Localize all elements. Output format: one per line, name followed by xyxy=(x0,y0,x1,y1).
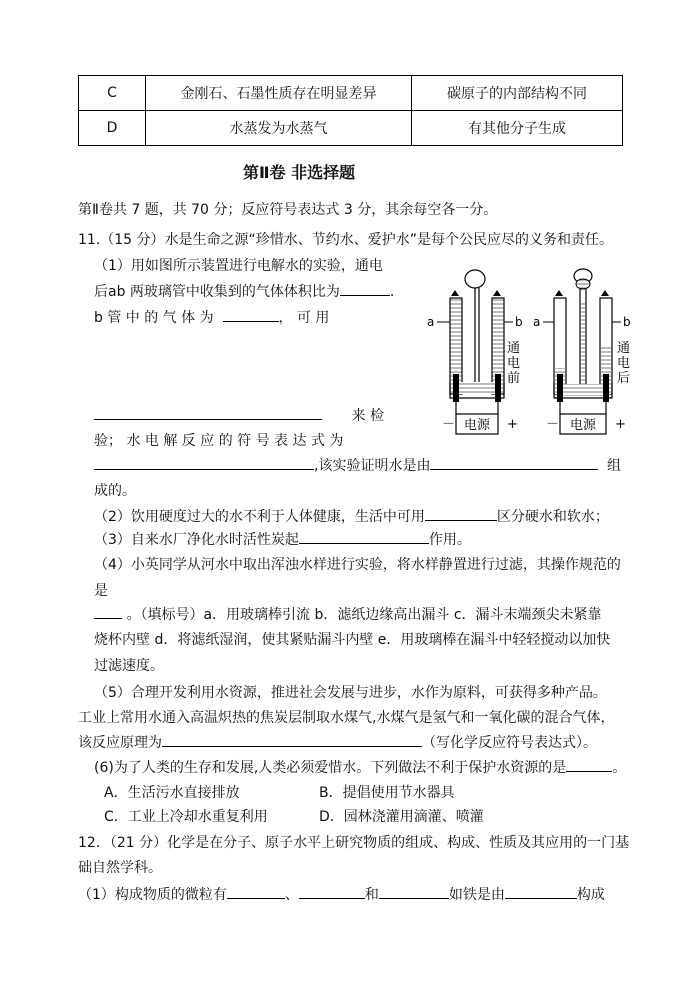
power-label: 电源 xyxy=(569,418,597,433)
q11-p5-line3: 该反应原理为 （写化学反应符号表达式）。 xyxy=(78,732,597,752)
answer-blank[interactable] xyxy=(430,455,598,470)
state-char: 后 xyxy=(617,371,631,386)
plus-sign: + xyxy=(507,417,518,432)
section-title: 第Ⅱ卷 非选择题 xyxy=(243,163,356,182)
power-label: 电源 xyxy=(463,418,491,433)
options-table xyxy=(78,75,623,146)
q11-option-a: A．生活污水直接排放 xyxy=(104,785,240,801)
plus-sign: + xyxy=(615,417,626,432)
stopcock-a xyxy=(555,290,563,296)
q12-line1: 12．（21 分）化学是在分子、原子水平上研究物质的组成、构成、性质及其应用的一门基 xyxy=(78,835,630,851)
answer-blank[interactable] xyxy=(425,506,497,521)
q11-p1-line6: ,该实验证明水是由 组 xyxy=(94,455,621,475)
explanation-cell: 碳原子的内部结构不同 xyxy=(412,76,623,111)
q11-p1-line1: （1）用如图所示装置进行电解水的实验，通电 xyxy=(94,258,383,274)
section-note: 第Ⅱ卷共 7 题，共 70 分；反应符号表达式 3 分，其余每空各一分。 xyxy=(78,202,498,218)
q11-p4-line3: 。（填标号）a．用玻璃棒引流 b．滤纸边缘高出漏斗 c．漏斗末端颈尖未紧靠 xyxy=(94,604,602,624)
table-row xyxy=(79,76,623,111)
state-char: 前 xyxy=(507,371,521,386)
answer-blank[interactable] xyxy=(227,884,285,899)
apparatus-after xyxy=(533,269,631,434)
phenomenon-cell: 水蒸发为水蒸气 xyxy=(146,111,412,146)
stopcock-b xyxy=(601,290,609,296)
q11-p4-line2: 是 xyxy=(94,583,108,599)
q11-p2: （2）饮用硬度过大的水不利于人体健康，生活中可用 区分硬水和软水； xyxy=(94,506,609,526)
answer-blank[interactable] xyxy=(505,884,577,899)
state-char: 电 xyxy=(507,356,521,371)
phenomenon-cell: 金刚石、石墨性质存在明显差异 xyxy=(146,76,412,111)
electrode-positive xyxy=(495,374,501,402)
q11-p5-line2: 工业上常用水通入高温炽热的焦炭层制取水煤气,水煤气是氢气和一氧化碳的混合气体， xyxy=(78,710,615,726)
q11-p4-line4: 烧杯内壁 d．将滤纸湿润，使其紧贴漏斗内壁 e．用玻璃棒在漏斗中轻轻搅动以加快 xyxy=(94,632,611,648)
q11-p1-line2: 后ab 两玻璃管中收集到的气体体积比为 . xyxy=(94,281,394,301)
answer-blank[interactable] xyxy=(379,884,449,899)
stopcock-a xyxy=(451,290,459,296)
electrode-negative xyxy=(557,374,563,402)
q11-p1-line3: b 管 中 的 气 体 为 ， 可 用 xyxy=(94,307,329,327)
q11-p1-line4: 来 检 xyxy=(94,405,384,424)
option-key: D xyxy=(79,111,146,146)
electrode-negative xyxy=(453,374,459,402)
answer-blank[interactable] xyxy=(223,307,279,322)
q11-p4-line1: （4）小英同学从河水中取出浑浊水样进行实验，将水样静置进行过滤，其操作规范的 xyxy=(94,557,621,573)
minus-sign: － xyxy=(442,417,456,432)
electrolysis-apparatus-figure xyxy=(425,262,635,440)
apparatus-before xyxy=(427,270,523,434)
q11-p6: (6)为了人类的生存和发展,人类必须爱惜水。下列做法不利于保护水资源的是 。 xyxy=(94,757,626,777)
tube-a-label: a xyxy=(427,315,435,329)
minus-sign: － xyxy=(546,417,560,432)
answer-blank[interactable] xyxy=(94,604,122,619)
q11-p4-line5: 过滤速度。 xyxy=(94,658,164,674)
answer-blank[interactable] xyxy=(299,529,429,544)
q11-option-b: B．提倡使用节水器具 xyxy=(319,785,455,801)
answer-blank[interactable] xyxy=(566,757,612,772)
explanation-cell: 有其他分子生成 xyxy=(412,111,623,146)
q12-line2: 础自然学科。 xyxy=(78,860,162,876)
table-row xyxy=(79,111,623,146)
stopcock-b xyxy=(493,290,501,296)
q11-p5-line1: （5）合理开发利用水资源，推进社会发展与进步，水作为原料，可获得多种产品。 xyxy=(94,685,607,701)
option-key: C xyxy=(79,76,146,111)
electrode-positive xyxy=(603,374,609,402)
tube-b-label: b xyxy=(623,315,631,329)
q11-p1-line5: 验； 水 电 解 反 应 的 符 号 表 达 式 为 xyxy=(94,433,344,449)
q11-option-d: D．园林浇灌用滴灌、喷灌 xyxy=(319,809,484,825)
q11-p3: （3）自来水厂净化水时活性炭起 作用。 xyxy=(94,529,471,549)
q12-line3: （1）构成物质的微粒有 、 和 如铁是由 构成 xyxy=(78,884,605,904)
tube-a-label: a xyxy=(533,315,541,329)
answer-blank[interactable] xyxy=(162,732,422,747)
q11-stem: 11.（15 分）水是生命之源“珍惜水、节约水、爱护水”是每个公民应尽的义务和责任。 xyxy=(78,232,614,248)
state-char: 电 xyxy=(617,356,631,371)
q11-p1-line7: 成的。 xyxy=(94,483,136,499)
answer-blank[interactable] xyxy=(94,405,322,420)
answer-blank[interactable] xyxy=(340,281,390,296)
tube-b-label: b xyxy=(515,315,523,329)
answer-blank[interactable] xyxy=(94,455,314,470)
reservoir-bulb xyxy=(465,270,485,288)
state-char: 通 xyxy=(617,341,631,356)
state-char: 通 xyxy=(507,341,521,356)
answer-blank[interactable] xyxy=(299,884,365,899)
q11-option-c: C．工业上冷却水重复利用 xyxy=(104,809,268,825)
